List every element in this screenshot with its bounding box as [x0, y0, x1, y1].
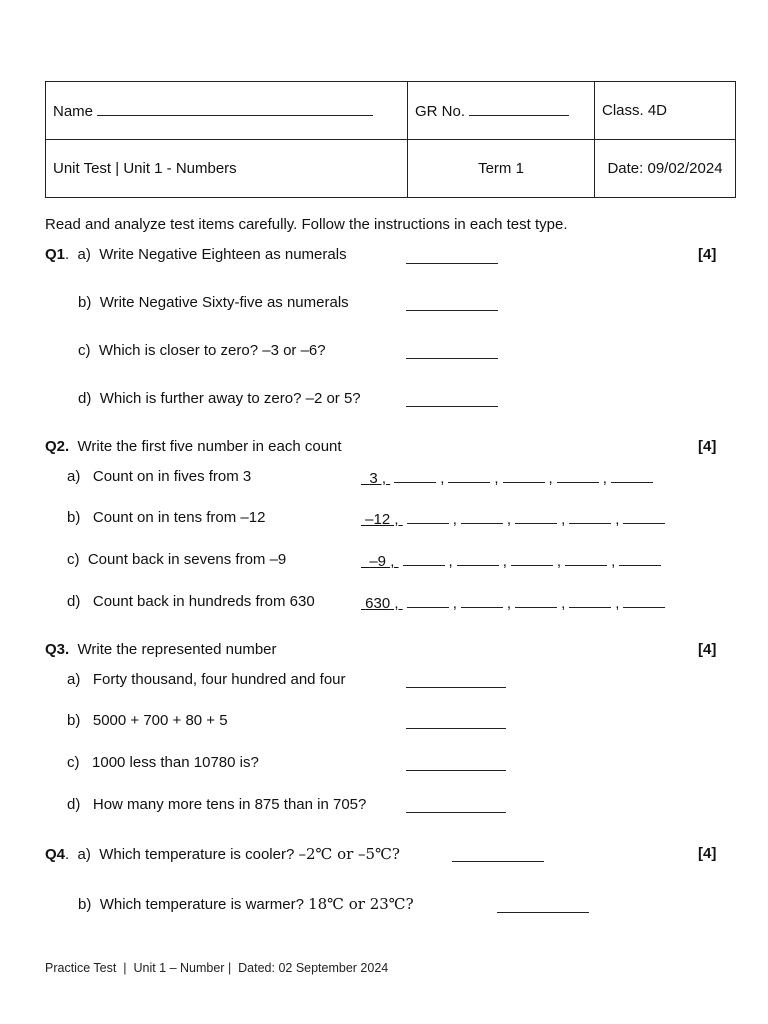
q1-c-answer-line[interactable]: [406, 357, 498, 359]
q2-c-text: Count back in sevens from –9: [87, 551, 287, 568]
q2-d-blank-5[interactable]: [623, 593, 665, 608]
q2-d-blank-3[interactable]: [515, 593, 557, 608]
q3-b-text: 5000 + 700 + 80 + 5: [92, 712, 228, 729]
q4-b-answer-line[interactable]: [497, 911, 589, 913]
q4-a-letter: a): [77, 846, 91, 863]
q2-c-start: –9 ,: [369, 553, 399, 570]
q1-a-letter: a): [77, 246, 91, 263]
q3-marks: [4]: [698, 641, 717, 658]
q2-b-start: –12 ,: [365, 511, 403, 528]
q2-d-sequence: 630 , , , , ,: [361, 593, 669, 612]
q1-c-text: Which is closer to zero? –3 or –6?: [98, 342, 326, 359]
unit-title-cell: [46, 140, 408, 198]
q2-c-blank-5[interactable]: [619, 551, 661, 566]
q2-item-b: [67, 509, 265, 526]
q3-heading: [45, 641, 277, 658]
q3-c-text: 1000 less than 10780 is?: [92, 754, 259, 771]
q2-b-start-value: –12: [365, 511, 391, 528]
q1-item-b: [78, 294, 349, 311]
q3-d-text: How many more tens in 875 than in 705?: [92, 796, 367, 813]
q1-item-d: [78, 390, 361, 407]
date-label: Date: 09/02/2024: [607, 160, 723, 177]
q2-a-start-value: 3: [369, 470, 378, 487]
q2-d-blank-2[interactable]: [461, 593, 503, 608]
q1-a-text: Write Negative Eighteen as numerals: [99, 246, 347, 263]
q3-text: Write the represented number: [77, 641, 277, 658]
q2-a-letter: a): [67, 468, 81, 485]
gr-blank[interactable]: [469, 102, 569, 116]
q2-text: Write the first five number in each count: [77, 438, 342, 455]
q4-a-text: Which temperature is cooler?: [99, 846, 295, 863]
q1-a-answer-line[interactable]: [406, 262, 498, 264]
class-label: Class. 4D: [602, 102, 668, 119]
q2-d-text: Count back in hundreds from 630: [92, 593, 315, 610]
q3-c-answer-line[interactable]: [406, 769, 506, 771]
instructions: Read and analyze test items carefully. Follow the instructions in each test type.: [45, 216, 568, 233]
q1-d-answer-line[interactable]: [406, 405, 498, 407]
q3-d-letter: d): [67, 796, 81, 813]
q2-b-blank-2[interactable]: [461, 509, 503, 524]
q4-label: Q4: [45, 846, 66, 863]
q2-c-sequence: –9 , , , , ,: [361, 551, 665, 570]
q3-b-answer-line[interactable]: [406, 727, 506, 729]
q4-b-letter: b): [78, 896, 92, 913]
q3-item-a: [67, 671, 346, 688]
q2-d-blank-1[interactable]: [407, 593, 449, 608]
q4-item-a: Q4. a) Which temperature is cooler? –2℃ or –5℃?: [45, 845, 400, 863]
q1-d-letter: d): [78, 390, 92, 407]
header-table: [45, 81, 736, 198]
q4-a-answer-line[interactable]: [452, 860, 544, 862]
q2-c-blank-4[interactable]: [565, 551, 607, 566]
name-blank[interactable]: [97, 102, 373, 116]
q2-b-blank-3[interactable]: [515, 509, 557, 524]
q1-b-answer-line[interactable]: [406, 309, 498, 311]
q2-c-blank-2[interactable]: [457, 551, 499, 566]
q2-heading: [45, 438, 342, 455]
q3-b-letter: b): [67, 712, 81, 729]
q2-b-letter: b): [67, 509, 81, 526]
class-cell: [595, 82, 736, 140]
q2-b-sequence: –12 , , , , ,: [361, 509, 669, 528]
q2-a-text: Count on in fives from 3: [92, 468, 252, 485]
q3-a-text: Forty thousand, four hundred and four: [92, 671, 346, 688]
q1-label: Q1: [45, 246, 66, 263]
q2-a-blank-2[interactable]: [448, 468, 490, 483]
q1-b-letter: b): [78, 294, 92, 311]
q3-item-d: [67, 796, 366, 813]
q3-item-c: [67, 754, 259, 771]
q2-c-blank-3[interactable]: [511, 551, 553, 566]
q2-b-blank-1[interactable]: [407, 509, 449, 524]
q2-a-sequence: 3 , , , , ,: [361, 468, 657, 487]
q3-c-letter: c): [67, 754, 80, 771]
q2-c-blank-1[interactable]: [403, 551, 445, 566]
q4-a-options: –2℃ or –5℃?: [298, 845, 400, 863]
q1-c-letter: c): [78, 342, 91, 359]
q2-marks: [4]: [698, 438, 717, 455]
q3-a-answer-line[interactable]: [406, 686, 506, 688]
q3-item-b: [67, 712, 228, 729]
name-label: Name: [53, 102, 94, 120]
q2-d-blank-4[interactable]: [569, 593, 611, 608]
q2-d-letter: d): [67, 593, 81, 610]
q2-b-blank-4[interactable]: [569, 509, 611, 524]
unit-title: Unit Test | Unit 1 - Numbers: [53, 160, 237, 177]
gr-label: GR No.: [415, 102, 466, 120]
q2-a-blank-1[interactable]: [394, 468, 436, 483]
term-label: Term 1: [478, 160, 524, 177]
q2-item-a: [67, 468, 251, 485]
q1-item-a: Q1. a) Write Negative Eighteen as numerals: [45, 246, 347, 263]
q4-item-b: [78, 895, 414, 913]
q2-a-blank-3[interactable]: [503, 468, 545, 483]
q2-b-text: Count on in tens from –12: [92, 509, 266, 526]
name-cell: [46, 82, 408, 140]
gr-cell: [408, 82, 595, 140]
q1-d-text: Which is further away to zero? –2 or 5?: [99, 390, 361, 407]
q3-a-letter: a): [67, 671, 81, 688]
q2-a-start: 3 ,: [369, 470, 391, 487]
term-cell: [408, 140, 595, 198]
q2-label: Q2.: [45, 438, 70, 455]
q2-item-d: [67, 593, 315, 610]
q2-a-blank-5[interactable]: [611, 468, 653, 483]
page-footer: Practice Test | Unit 1 – Number | Dated: 02 September 2024: [45, 961, 389, 975]
q2-item-c: [67, 551, 286, 568]
q2-c-start-value: –9: [369, 553, 387, 570]
q4-b-text: Which temperature is warmer?: [99, 896, 304, 913]
q3-label: Q3.: [45, 641, 70, 658]
q4-b-options: 18℃ or 23℃?: [308, 895, 414, 913]
q2-b-blank-5[interactable]: [623, 509, 665, 524]
q4-marks: [4]: [698, 845, 717, 862]
q2-d-start-value: 630: [365, 595, 391, 612]
q1-marks: [4]: [698, 246, 717, 263]
q3-d-answer-line[interactable]: [406, 811, 506, 813]
q1-b-text: Write Negative Sixty-five as numerals: [99, 294, 349, 311]
q1-item-c: [78, 342, 326, 359]
date-cell: [595, 140, 736, 198]
q2-d-start: 630 ,: [365, 595, 403, 612]
q2-a-blank-4[interactable]: [557, 468, 599, 483]
q2-c-letter: c): [67, 551, 80, 568]
